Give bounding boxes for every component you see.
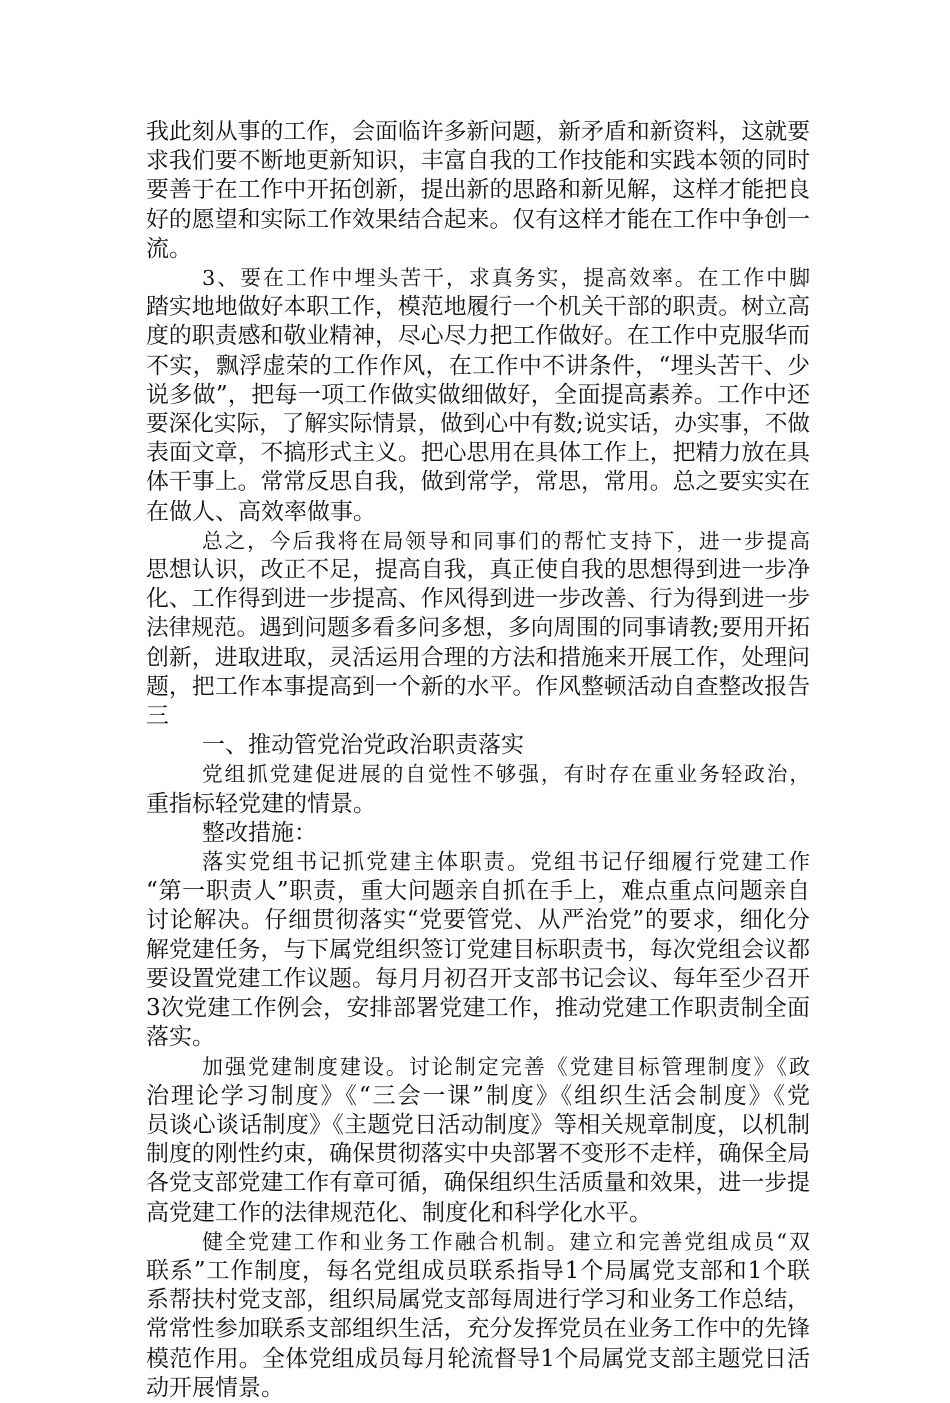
text-line: 解党建任务，与下属党组织签订党建目标职责书，每次党组会议都 — [146, 936, 810, 963]
text-line: 3次党建工作例会，安排部署党建工作，推动党建工作职责制全面 — [146, 995, 810, 1022]
text-line: 动开展情景。 — [146, 1374, 284, 1401]
text-line: 系帮扶村党支部，组织局属党支部每周进行学习和业务工作总结， — [146, 1287, 810, 1314]
text-line: 联系”工作制度，每名党组成员联系指导1个局属党支部和1个联 — [146, 1257, 810, 1284]
text-line: 求我们要不断地更新知识，丰富自我的工作技能和实践本领的同时 — [146, 148, 810, 175]
text-line: 体干事上。常常反思自我，做到常学，常思，常用。总之要实实在 — [146, 469, 810, 496]
text-line: 常常性参加联系支部组织生活，充分发挥党员在业务工作中的先锋 — [146, 1316, 810, 1343]
text-line: 踏实地地做好本职工作，模范地履行一个机关干部的职责。树立高 — [146, 294, 810, 321]
text-line: 落实党组书记抓党建主体职责。党组书记仔细履行党建工作 — [202, 850, 810, 876]
text-line: 模范作用。全体党组成员每月轮流督导1个局属党支部主题党日活 — [146, 1345, 810, 1372]
text-line: 要深化实际，了解实际情景，做到心中有数;说实话，办实事，不做 — [146, 411, 810, 438]
text-line: 重指标轻党建的情景。 — [146, 790, 376, 817]
text-line: 加强党建制度建设。讨论制定完善《党建目标管理制度》《政 — [202, 1054, 810, 1079]
text-line: 一、推动管党治党政治职责落实 — [202, 732, 524, 759]
text-line: 3、要在工作中埋头苦干，求真务实，提高效率。在工作中脚 — [202, 266, 810, 291]
text-line: 三 — [146, 703, 169, 730]
text-line: 总之，今后我将在局领导和同事们的帮忙支持下，进一步提高 — [202, 528, 810, 553]
text-line: 在做人、高效率做事。 — [146, 498, 376, 525]
text-line: 度的职责感和敬业精神，尽心尽力把工作做好。在工作中克服华而 — [146, 323, 810, 350]
text-line: 党组抓党建促进展的自觉性不够强，有时存在重业务轻政治， — [202, 762, 810, 787]
text-line: “第一职责人”职责，重大问题亲自抓在手上，难点重点问题亲自 — [146, 878, 810, 905]
text-line: 说多做”，把每一项工作做实做细做好，全面提高素养。工作中还 — [146, 381, 810, 408]
text-line: 我此刻从事的工作，会面临许多新问题，新矛盾和新资料，这就要 — [146, 119, 810, 145]
text-line: 健全党建工作和业务工作融合机制。建立和完善党组成员“双 — [202, 1229, 810, 1254]
text-line: 讨论解决。仔细贯彻落实“党要管党、从严治党”的要求，细化分 — [146, 907, 810, 934]
text-line: 思想认识，改正不足，提高自我，真正使自我的思想得到进一步净 — [146, 557, 810, 584]
text-line: 化、工作得到进一步提高、作风得到进一步改善、行为得到进一步 — [146, 586, 810, 613]
text-line: 好的愿望和实际工作效果结合起来。仅有这样才能在工作中争创一 — [146, 206, 810, 233]
text-line: 流。 — [146, 235, 192, 262]
text-line: 各党支部党建工作有章可循，确保组织生活质量和效果，进一步提 — [146, 1170, 810, 1197]
text-line: 落实。 — [146, 1024, 215, 1051]
text-line: 治理论学习制度》《“三会一课”制度》《组织生活会制度》《党 — [146, 1082, 810, 1109]
document-body — [146, 118, 810, 1403]
text-line: 题，把工作本事提高到一个新的水平。作风整顿活动自查整改报告 — [146, 673, 810, 700]
text-line: 创新，进取进取，灵活运用合理的方法和措施来开展工作，处理问 — [146, 644, 810, 671]
text-line: 员谈心谈话制度》《主题党日活动制度》等相关规章制度，以机制 — [146, 1111, 810, 1138]
text-line: 不实，飘浮虚荣的工作作风，在工作中不讲条件，“埋头苦干、少 — [146, 352, 810, 379]
text-line: 表面文章，不搞形式主义。把心思用在具体工作上，把精力放在具 — [146, 440, 810, 467]
text-line: 制度的刚性约束，确保贯彻落实中央部署不变形不走样，确保全局 — [146, 1141, 810, 1168]
text-line: 要善于在工作中开拓创新，提出新的思路和新见解，这样才能把良 — [146, 177, 810, 204]
text-line: 要设置党建工作议题。每月月初召开支部书记会议、每年至少召开 — [146, 965, 810, 992]
text-line: 法律规范。遇到问题多看多问多想，多向周围的同事请教;要用开拓 — [146, 615, 810, 642]
text-line: 整改措施： — [202, 819, 317, 846]
text-line: 高党建工作的法律规范化、制度化和科学化水平。 — [146, 1199, 652, 1226]
